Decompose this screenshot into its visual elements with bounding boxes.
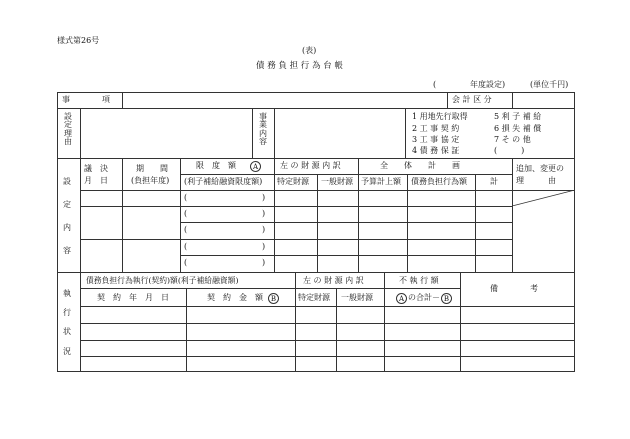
specific-header: 特定財源 — [277, 177, 309, 186]
form-number: 様式第26号 — [57, 36, 100, 45]
col-divider — [384, 272, 385, 372]
col-divider — [317, 174, 318, 272]
paren-close: ) — [262, 209, 266, 218]
year-setting-label: 年度設定) — [470, 80, 506, 89]
category-item: ( ) — [494, 146, 525, 155]
col-divider — [405, 108, 406, 158]
col-divider — [274, 108, 275, 158]
accounting-label: 会 計 区 分 — [452, 95, 492, 104]
finance-header: 左 の 財 源 内 訳 — [280, 161, 341, 170]
exec-amount-header: 債務負担行為執行(契約)額(利子補給融資額) — [86, 276, 239, 285]
exec-specific-header: 特定財源 — [298, 293, 330, 302]
row-divider — [57, 272, 575, 273]
category-item: 5 利 子 補 給 — [494, 112, 542, 121]
row-divider — [80, 340, 575, 341]
paren-open: ( — [184, 209, 188, 218]
paren-open: ( — [184, 258, 188, 267]
row-divider — [180, 174, 512, 175]
setting-side-char: 容 — [63, 246, 71, 255]
paren-close: ) — [262, 258, 266, 267]
category-item: 1 用地先行取得 — [412, 112, 468, 121]
col-divider — [447, 92, 448, 108]
row-divider — [180, 255, 512, 256]
business-label: 事業内容 — [259, 112, 267, 147]
unexec-header: 不 執 行 額 — [399, 276, 439, 285]
sum-header: 計 — [490, 177, 498, 186]
general-header: 一般財源 — [321, 177, 353, 186]
row-divider — [80, 190, 575, 191]
col-divider — [180, 158, 181, 272]
row-divider — [180, 222, 512, 223]
row-divider — [80, 288, 460, 289]
paren-open: ( — [184, 193, 188, 202]
exec-side-char: 執 — [63, 289, 71, 298]
col-divider — [80, 272, 81, 372]
col-divider — [186, 288, 187, 372]
col-divider — [295, 272, 296, 372]
exec-side-char: 行 — [63, 308, 71, 317]
resolution-header: 月 日 — [84, 176, 108, 185]
category-item: 3 工 事 協 定 — [412, 135, 460, 144]
remarks-header: 備 考 — [490, 284, 538, 293]
category-item: 6 損 失 補 償 — [494, 124, 542, 133]
overall-header: 全 体 計 画 — [380, 161, 460, 170]
year-paren-open: ( — [433, 80, 437, 89]
row-divider — [80, 206, 512, 207]
col-divider — [460, 272, 461, 372]
exec-side-char: 状 — [63, 327, 71, 336]
debt-total-header: 債務負担行為額 — [411, 177, 467, 186]
col-divider — [122, 92, 123, 108]
unexec-mark-b: B — [441, 293, 452, 304]
page-title: 債 務 負 担 行 為 台 帳 — [256, 61, 343, 71]
col-divider — [358, 158, 359, 272]
exec-general-header: 一般財源 — [341, 293, 373, 302]
exec-finance-header: 左 の 財 源 内 訳 — [303, 276, 364, 285]
limit-header: 限 度 額 — [196, 161, 236, 170]
unit-label: (単位千円) — [530, 80, 569, 89]
contract-mark-b: B — [268, 293, 279, 304]
col-divider — [80, 108, 81, 158]
subtitle: (表) — [302, 46, 317, 55]
row-divider — [57, 158, 575, 159]
unexec-mark-a: A — [396, 293, 407, 304]
paren-open: ( — [184, 242, 188, 251]
col-divider — [274, 158, 275, 272]
row-divider — [57, 108, 575, 109]
paren-close: ) — [262, 193, 266, 202]
note-header: 追加、変更の — [516, 164, 564, 173]
paren-close: ) — [262, 225, 266, 234]
contract-amount-header: 契 約 金 額 — [207, 293, 263, 302]
contract-date-header: 契 約 年 月 日 — [97, 293, 169, 302]
col-divider — [475, 174, 476, 272]
col-divider — [512, 158, 513, 272]
paren-open: ( — [184, 225, 188, 234]
note-header: 理 由 — [516, 176, 556, 185]
period-header-sub: (負担年度) — [131, 176, 170, 185]
col-divider — [336, 288, 337, 372]
diagonal-line — [512, 190, 575, 206]
col-divider — [407, 174, 408, 272]
col-divider — [122, 158, 123, 272]
form-table — [57, 92, 575, 372]
category-item: 7 そ の 他 — [494, 135, 531, 144]
resolution-header: 議 決 — [84, 164, 108, 173]
category-item: 2 工 事 契 約 — [412, 124, 460, 133]
exec-side-char: 況 — [63, 347, 71, 356]
row-divider — [80, 239, 512, 240]
col-divider — [512, 92, 513, 108]
row-divider — [80, 356, 575, 357]
setting-side-char: 定 — [63, 200, 71, 209]
category-item: 4 債 務 保 証 — [412, 146, 460, 155]
setting-side-char: 内 — [63, 223, 71, 232]
row-divider — [80, 323, 575, 324]
setting-side-char: 設 — [63, 177, 71, 186]
budget-header: 予算計上額 — [361, 177, 401, 186]
period-header: 期 間 — [136, 164, 168, 173]
col-divider — [80, 158, 81, 272]
row-divider — [80, 306, 575, 307]
col-divider — [252, 108, 253, 158]
limit-sub-header: (利子補給融資限度額) — [184, 177, 263, 186]
reason-label: 設定理由 — [64, 112, 72, 147]
item-label: 事 項 — [62, 95, 110, 104]
limit-mark-a: A — [250, 161, 261, 172]
paren-close: ) — [262, 242, 266, 251]
unexec-formula-text: の合計－ — [408, 293, 440, 302]
